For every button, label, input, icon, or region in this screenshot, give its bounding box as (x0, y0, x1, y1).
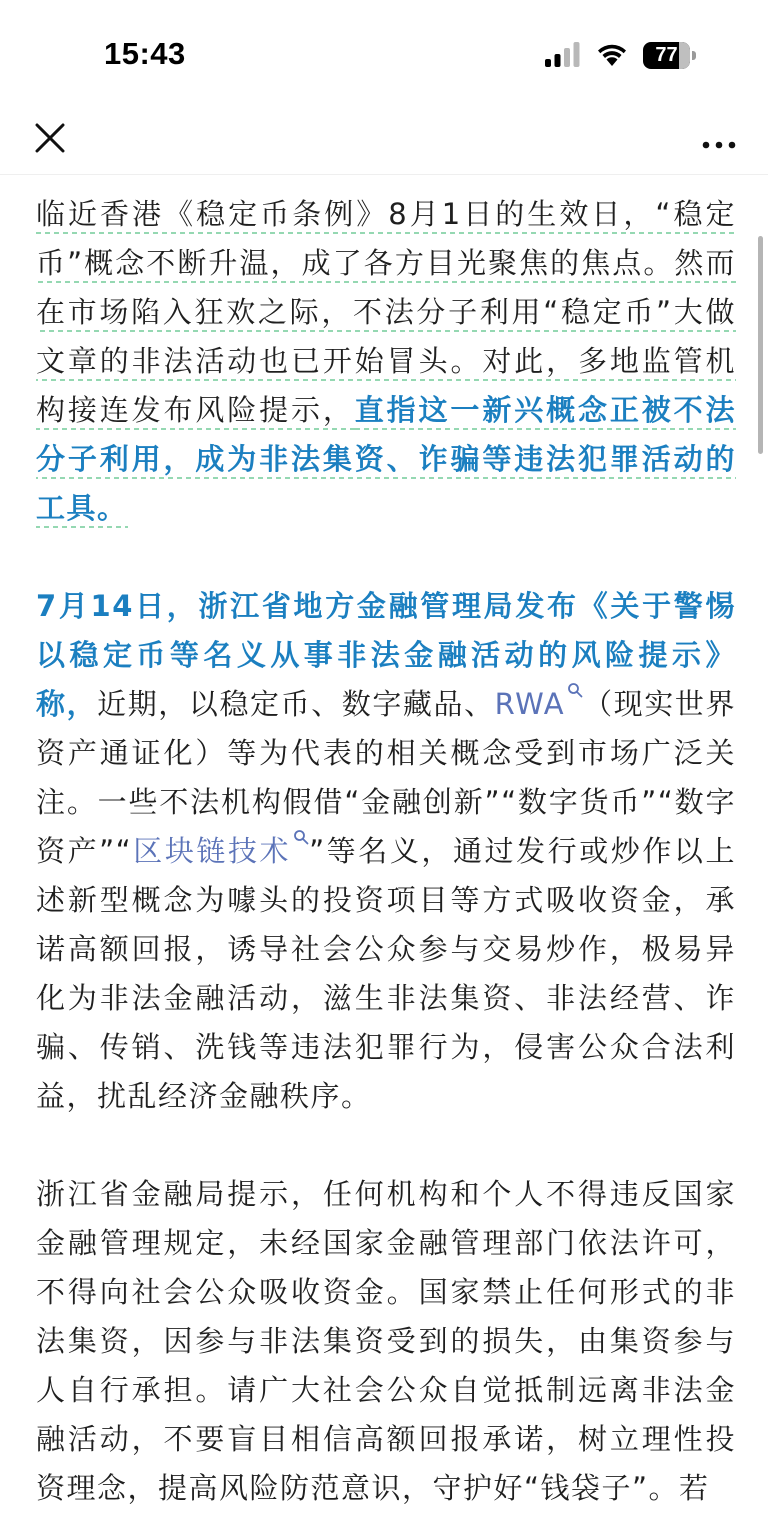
paragraph-2-text-1: 近期，以稳定币、数字藏品、 (97, 687, 495, 721)
paragraph-1 (36, 190, 736, 533)
paragraph-2-text-2: （现实世界资产通证化）等为代表的相关概念受到市场广泛关注。一些不法机构假借“金融创新”“数字货币”“数字资产”“ (36, 687, 736, 868)
rwa-link[interactable] (495, 687, 583, 721)
paragraph-3-text: 浙江省金融局提示，任何机构和个人不得违反国家金融管理规定，未经国家金融管理部门依法许可，不得向社会公众吸收资金。国家禁止任何形式的非法集资，因参与非法集资受到的损失，由集资参与人自行承担。请广大社会公众自觉抵制远离非法金融活动，不要盲目相信高额回报承诺，树立理性投资理念，提高风险防范意识，守护好“钱袋子”。若 (36, 1177, 736, 1505)
status-time: 15:43 (104, 36, 186, 71)
battery-body (643, 42, 690, 69)
more-dots-icon (695, 118, 743, 158)
cellular-signal-icon (545, 42, 581, 68)
more-options-button[interactable] (695, 118, 743, 158)
blockchain-link[interactable] (132, 834, 309, 868)
battery-cap (692, 51, 696, 60)
paragraph-2-text-3: ”等名义，通过发行或炒作以上述新型概念为噱头的投资项目等方式吸收资金，承诺高额回报，诱导社会公众参与交易炒作，极易异化为非法金融活动，滋生非法集资、非法经营、诈骗、传销、洗钱等违法犯罪行为，侵害公众合法利益，扰乱经济金融秩序。 (36, 834, 736, 1113)
paragraph-3 (36, 1170, 736, 1513)
paragraph-1-text: 临近香港《稳定币条例》8月1日的生效日，“稳定币”概念不断升温，成了各方目光聚焦的焦点。然而在市场陷入狂欢之际，不法分子利用“稳定币”大做文章的非法活动也已开始冒头。对此，多地监管机构接连发布风险提示， (36, 197, 736, 430)
battery-indicator (643, 42, 697, 69)
paragraph-2 (36, 582, 736, 1121)
blockchain-link-label: 区块链技术 (132, 834, 292, 868)
battery-level-text: 77 (655, 44, 678, 66)
paragraph-2-highlight: 7月14日，浙江省地方金融管理局发布《关于警惕以稳定币等名义从事非法金融活动的风险提示》称， (36, 589, 736, 721)
article-body (36, 190, 736, 1513)
rwa-link-label: RWA (494, 687, 566, 721)
search-icon (567, 682, 583, 698)
wifi-icon (595, 40, 629, 68)
close-icon (30, 118, 70, 158)
close-button[interactable] (30, 118, 70, 158)
scroll-indicator[interactable] (758, 236, 763, 454)
status-bar (0, 0, 768, 110)
paragraph-1-highlight: 直指这一新兴概念正被不法分子利用，成为非法集资、诈骗等违法犯罪活动的工具。 (36, 393, 736, 528)
search-icon (293, 829, 309, 845)
nav-bar (0, 110, 768, 175)
